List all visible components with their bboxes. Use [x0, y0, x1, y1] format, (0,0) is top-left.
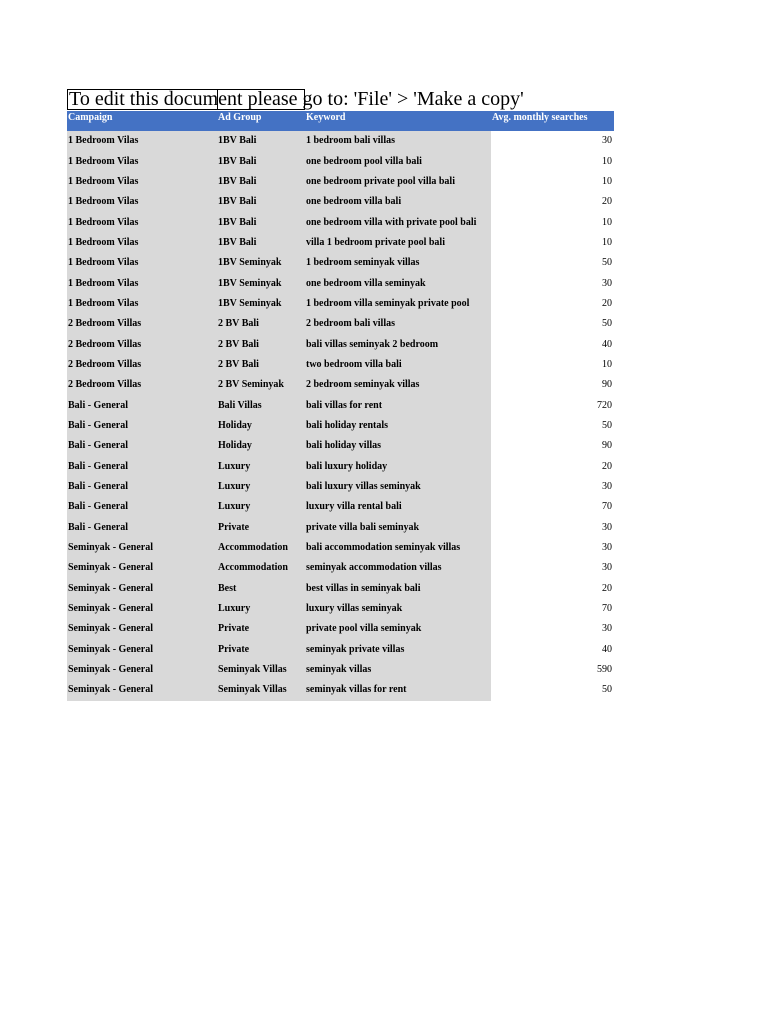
cell-ad-group[interactable]: Luxury	[217, 599, 305, 619]
table-row	[67, 579, 614, 599]
cell-keyword[interactable]: two bedroom villa bali	[305, 355, 491, 375]
table-row	[67, 538, 614, 558]
cell-ad-group[interactable]: 2 BV Bali	[217, 314, 305, 334]
cell-keyword[interactable]: bali holiday rentals	[305, 416, 491, 436]
cell-ad-group[interactable]: 1BV Seminyak	[217, 294, 305, 314]
cell-campaign[interactable]: Bali - General	[67, 395, 217, 415]
cell-campaign[interactable]: Seminyak - General	[67, 619, 217, 639]
cell-campaign[interactable]: Bali - General	[67, 518, 217, 538]
keyword-table	[67, 111, 614, 701]
cell-avg-monthly-searches[interactable]: 10	[491, 151, 614, 171]
cell-ad-group[interactable]: 1BV Seminyak	[217, 253, 305, 273]
cell-campaign[interactable]: Seminyak - General	[67, 640, 217, 660]
cell-keyword[interactable]: bali villas for rent	[305, 395, 491, 415]
cell-keyword[interactable]: bali accommodation seminyak villas	[305, 538, 491, 558]
column-header-avg-monthly-searches[interactable]: Avg. monthly searches	[491, 111, 614, 131]
cell-ad-group[interactable]: 1BV Bali	[217, 233, 305, 253]
cell-ad-group[interactable]: Luxury	[217, 457, 305, 477]
cell-ad-group[interactable]: 1BV Bali	[217, 192, 305, 212]
cell-campaign[interactable]: 2 Bedroom Villas	[67, 334, 217, 354]
cell-avg-monthly-searches[interactable]: 30	[491, 619, 614, 639]
table-row	[67, 334, 614, 354]
cell-avg-monthly-searches[interactable]: 30	[491, 558, 614, 578]
cell-ad-group[interactable]: Accommodation	[217, 538, 305, 558]
cell-ad-group[interactable]: Bali Villas	[217, 395, 305, 415]
cell-avg-monthly-searches[interactable]: 590	[491, 660, 614, 680]
cell-keyword[interactable]: best villas in seminyak bali	[305, 579, 491, 599]
cell-avg-monthly-searches[interactable]: 10	[491, 233, 614, 253]
cell-keyword[interactable]: luxury villa rental bali	[305, 497, 491, 517]
cell-avg-monthly-searches[interactable]: 50	[491, 416, 614, 436]
table-row	[67, 599, 614, 619]
cell-campaign[interactable]: Bali - General	[67, 477, 217, 497]
cell-keyword[interactable]: one bedroom pool villa bali	[305, 151, 491, 171]
table-row	[67, 355, 614, 375]
cell-campaign[interactable]: 1 Bedroom Vilas	[67, 253, 217, 273]
cell-keyword[interactable]: one bedroom private pool villa bali	[305, 172, 491, 192]
cell-campaign[interactable]: 2 Bedroom Villas	[67, 355, 217, 375]
cell-campaign[interactable]: 1 Bedroom Vilas	[67, 294, 217, 314]
title-row	[67, 87, 614, 111]
cell-campaign[interactable]: Seminyak - General	[67, 579, 217, 599]
cell-avg-monthly-searches[interactable]: 30	[491, 477, 614, 497]
cell-keyword[interactable]: bali holiday villas	[305, 436, 491, 456]
cell-campaign[interactable]: Seminyak - General	[67, 660, 217, 680]
cell-avg-monthly-searches[interactable]: 10	[491, 172, 614, 192]
header-row	[67, 111, 614, 131]
cell-avg-monthly-searches[interactable]: 70	[491, 599, 614, 619]
table-row	[67, 680, 614, 700]
cell-campaign[interactable]: Bali - General	[67, 436, 217, 456]
column-header-keyword[interactable]: Keyword	[305, 111, 491, 131]
cell-avg-monthly-searches[interactable]: 720	[491, 395, 614, 415]
cell-ad-group[interactable]: Accommodation	[217, 558, 305, 578]
cell-keyword[interactable]: one bedroom villa bali	[305, 192, 491, 212]
cell-keyword[interactable]: seminyak villas	[305, 660, 491, 680]
cell-keyword[interactable]: 2 bedroom bali villas	[305, 314, 491, 334]
cell-ad-group[interactable]: 1BV Bali	[217, 172, 305, 192]
cell-ad-group[interactable]: 1BV Seminyak	[217, 273, 305, 293]
cell-avg-monthly-searches[interactable]: 30	[491, 538, 614, 558]
table-row	[67, 436, 614, 456]
table-row	[67, 457, 614, 477]
cell-campaign[interactable]: 1 Bedroom Vilas	[67, 233, 217, 253]
cell-avg-monthly-searches[interactable]: 10	[491, 212, 614, 232]
table-row	[67, 151, 614, 171]
cell-avg-monthly-searches[interactable]: 40	[491, 334, 614, 354]
table-row	[67, 294, 614, 314]
table-row	[67, 172, 614, 192]
table-row	[67, 660, 614, 680]
table-row	[67, 640, 614, 660]
cell-avg-monthly-searches[interactable]: 70	[491, 497, 614, 517]
cell-campaign[interactable]: Bali - General	[67, 497, 217, 517]
cell-campaign[interactable]: Seminyak - General	[67, 538, 217, 558]
table-row	[67, 273, 614, 293]
cell-keyword[interactable]: bali luxury holiday	[305, 457, 491, 477]
cell-campaign[interactable]: 1 Bedroom Vilas	[67, 273, 217, 293]
cell-ad-group[interactable]: 2 BV Seminyak	[217, 375, 305, 395]
cell-keyword[interactable]: one bedroom villa with private pool bali	[305, 212, 491, 232]
table-row	[67, 619, 614, 639]
cell-avg-monthly-searches[interactable]: 20	[491, 579, 614, 599]
table-row	[67, 497, 614, 517]
cell-avg-monthly-searches[interactable]: 30	[491, 273, 614, 293]
table-row	[67, 416, 614, 436]
cell-keyword[interactable]: one bedroom villa seminyak	[305, 273, 491, 293]
cell-campaign[interactable]: 1 Bedroom Vilas	[67, 192, 217, 212]
cell-campaign[interactable]: 1 Bedroom Vilas	[67, 131, 217, 151]
cell-ad-group[interactable]: Holiday	[217, 416, 305, 436]
table-row	[67, 131, 614, 151]
cell-avg-monthly-searches[interactable]: 50	[491, 253, 614, 273]
cell-campaign[interactable]: 2 Bedroom Villas	[67, 375, 217, 395]
cell-keyword[interactable]: seminyak villas for rent	[305, 680, 491, 700]
cell-avg-monthly-searches[interactable]: 40	[491, 640, 614, 660]
table-row	[67, 558, 614, 578]
cell-avg-monthly-searches[interactable]: 20	[491, 294, 614, 314]
cell-avg-monthly-searches[interactable]: 20	[491, 457, 614, 477]
cell-ad-group[interactable]: 1BV Bali	[217, 131, 305, 151]
cell-keyword[interactable]: seminyak private villas	[305, 640, 491, 660]
cell-campaign[interactable]: Bali - General	[67, 416, 217, 436]
cell-campaign[interactable]: Seminyak - General	[67, 680, 217, 700]
cell-avg-monthly-searches[interactable]: 30	[491, 518, 614, 538]
cell-keyword[interactable]: luxury villas seminyak	[305, 599, 491, 619]
cell-ad-group[interactable]: Seminyak Villas	[217, 680, 305, 700]
cell-campaign[interactable]: 2 Bedroom Villas	[67, 314, 217, 334]
cell-campaign[interactable]: 1 Bedroom Vilas	[67, 172, 217, 192]
cell-ad-group[interactable]: Luxury	[217, 497, 305, 517]
cell-avg-monthly-searches[interactable]: 50	[491, 680, 614, 700]
cell-avg-monthly-searches[interactable]: 50	[491, 314, 614, 334]
cell-ad-group[interactable]: Seminyak Villas	[217, 660, 305, 680]
cell-keyword[interactable]: 2 bedroom seminyak villas	[305, 375, 491, 395]
column-header-campaign[interactable]: Campaign	[67, 111, 217, 131]
table-row	[67, 212, 614, 232]
table-row	[67, 192, 614, 212]
table-row	[67, 233, 614, 253]
cell-campaign[interactable]: Seminyak - General	[67, 599, 217, 619]
cell-ad-group[interactable]: Private	[217, 518, 305, 538]
table-row	[67, 314, 614, 334]
page-title: To edit this document please go to: 'File' > 'Make a copy'	[69, 88, 524, 110]
cell-ad-group[interactable]: 2 BV Bali	[217, 355, 305, 375]
cell-avg-monthly-searches[interactable]: 90	[491, 436, 614, 456]
cell-keyword[interactable]: 1 bedroom villa seminyak private pool	[305, 294, 491, 314]
cell-campaign[interactable]: Bali - General	[67, 457, 217, 477]
cell-keyword[interactable]: villa 1 bedroom private pool bali	[305, 233, 491, 253]
table-row	[67, 375, 614, 395]
table-row	[67, 477, 614, 497]
cell-keyword[interactable]: private pool villa seminyak	[305, 619, 491, 639]
cell-keyword[interactable]: seminyak accommodation villas	[305, 558, 491, 578]
cell-keyword[interactable]: bali villas seminyak 2 bedroom	[305, 334, 491, 354]
cell-campaign[interactable]: Seminyak - General	[67, 558, 217, 578]
cell-avg-monthly-searches[interactable]: 90	[491, 375, 614, 395]
cell-keyword[interactable]: 1 bedroom seminyak villas	[305, 253, 491, 273]
column-header-ad-group[interactable]: Ad Group	[217, 111, 305, 131]
cell-ad-group[interactable]: Private	[217, 640, 305, 660]
cell-keyword[interactable]: private villa bali seminyak	[305, 518, 491, 538]
cell-ad-group[interactable]: 2 BV Bali	[217, 334, 305, 354]
cell-ad-group[interactable]: Luxury	[217, 477, 305, 497]
cell-ad-group[interactable]: Best	[217, 579, 305, 599]
table-row	[67, 253, 614, 273]
cell-ad-group[interactable]: 1BV Bali	[217, 212, 305, 232]
table-row	[67, 395, 614, 415]
cell-keyword[interactable]: 1 bedroom bali villas	[305, 131, 491, 151]
spreadsheet	[67, 87, 614, 701]
cell-ad-group[interactable]: Holiday	[217, 436, 305, 456]
cell-avg-monthly-searches[interactable]: 20	[491, 192, 614, 212]
cell-avg-monthly-searches[interactable]: 10	[491, 355, 614, 375]
cell-avg-monthly-searches[interactable]: 30	[491, 131, 614, 151]
cell-keyword[interactable]: bali luxury villas seminyak	[305, 477, 491, 497]
cell-campaign[interactable]: 1 Bedroom Vilas	[67, 212, 217, 232]
table-body	[67, 131, 614, 701]
table-row	[67, 518, 614, 538]
cell-ad-group[interactable]: 1BV Bali	[217, 151, 305, 171]
cell-campaign[interactable]: 1 Bedroom Vilas	[67, 151, 217, 171]
cell-ad-group[interactable]: Private	[217, 619, 305, 639]
